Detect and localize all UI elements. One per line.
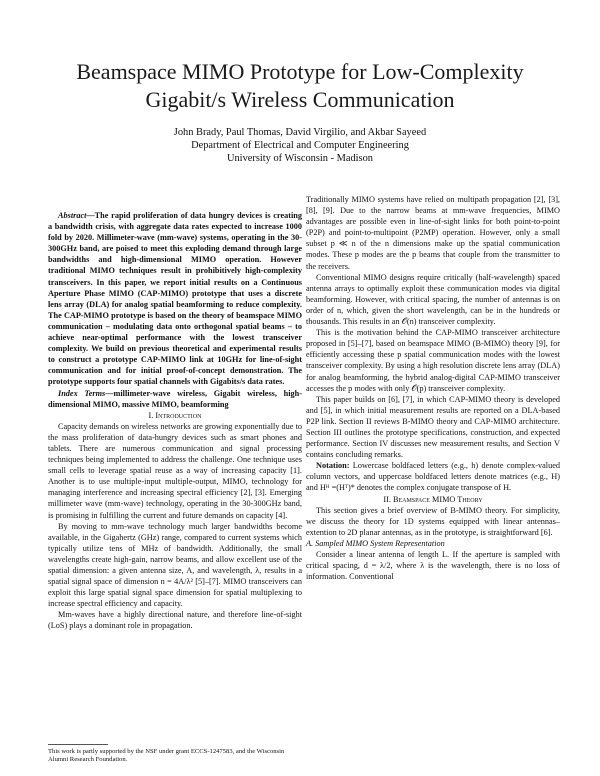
index-terms-text: —millimeter-wave wireless, Gigabit wireless, high-dimensional MIMO, massive MIMO, beamforming <box>48 388 303 409</box>
abstract-text: —The rapid proliferation of data hungry devices is creating a bandwidth crisis, with aggregate data rates expected to increase 1000 fold by 2020. Millimeter-wave (mm-wave) systems, operating in the 30-300GHz band, are poised to meet this exploding demand through large bandwidths and high-dimensional MIMO operation. However traditional MIMO techniques result in prohibitively high-complexity transceivers. In this paper, we report initial results on a Continuous Aperture Phase MIMO (CAP-MIMO) prototype that uses a discrete lens array (DLA) for analog spatial beamforming to reduce complexity. The CAP-MIMO prototype is based on the theory of beamspace MIMO communication – modulating data onto orthogonal spatial beams – to achieve near-optimal performance with the lowest transceiver complexity. We build on previous theoretical and experimental results to construct a prototype CAP-MIMO link at 10GHz for line-of-sight communication and for initial proof-of-concept demonstration. The prototype supports four spatial channels with Gigabits/s data rates. <box>48 211 302 387</box>
section-2-heading: II. Beamspace MIMO Theory <box>383 494 483 504</box>
subsection-a-paragraph: Consider a linear antenna of length L. If the aperture is sampled with critical spacing, d = λ/2, where λ is the wavelength, there is no loss of information. Conventional <box>306 550 560 582</box>
university: University of Wisconsin - Madison <box>226 153 373 164</box>
left-column <box>48 210 302 632</box>
right-column <box>306 194 560 582</box>
right-paragraph-1: Traditionally MIMO systems have relied on multipath propagation [2], [3], [8], [9]. Due to the narrow beams at mm-wave frequencies, MIMO advantages are possible even in line-of-sight links for both point-to-point (P2P) and point-to-multipoint (P2MP) operation. However, only a small subset p ≪ n of the n dimensions make up the spatial communication modes. These p modes are the p beams that couple from the transmitter to the receivers. <box>306 195 560 271</box>
subsection-a-heading: A. Sampled MIMO System Representation <box>306 538 445 548</box>
notation-text: Lowercase boldfaced letters (e.g., h) denote complex-valued column vectors, and uppercase boldfaced letters denote matrices (e.g., H) and Hᴴ =(Hᵀ)* denotes the complex conjugate transpose of H. <box>306 461 560 493</box>
notation-paragraph <box>306 460 560 493</box>
paper-title <box>0 58 600 114</box>
index-terms-label: Index Terms <box>58 388 106 398</box>
authors: John Brady, Paul Thomas, David Virgilio, and Akbar Sayeed <box>173 127 427 138</box>
footnote-rule <box>48 744 108 745</box>
section-1-heading: I. Introduction <box>148 410 202 420</box>
author-block <box>0 126 600 165</box>
abstract <box>48 210 302 410</box>
intro-paragraph-1: Capacity demands on wireless networks are growing exponentially due to the mass proliferation of data-hungry devices such as smart phones and tablets. There are numerous communication and signal processing techniques being implemented to address the challenge. One technique uses small cells to leverage spatial reuse as a way of increasing capacity [1]. Another is to use multiple-input multiple-output, MIMO, technology for managing interference and increasing spectral efficiency [2], [3]. Emerging millimeter wave (mm-wave) technology, operating in the 30-300GHz band, is promising in fulfilling the current and future demands on capacity [4]. <box>48 421 302 520</box>
right-paragraph-2: Conventional MIMO designs require critically (half-wavelength) spaced antenna arrays to optimally exploit these communication modes via digital beamforming. However, with critical spacing, the number of antennas is on order of n, which, given the short wavelength, can be in the hundreds or thousands. This results in an 𝒪(n) transceiver complexity. <box>306 272 560 327</box>
department: Department of Electrical and Computer Engineering <box>191 140 409 151</box>
intro-paragraph-3: Mm-waves have a highly directional nature, and therefore line-of-sight (LoS) plays a dominant role in propagation. <box>48 610 302 631</box>
title-line-2: Gigabit/s Wireless Communication <box>145 87 455 112</box>
right-paragraph-3: This is the motivation behind the CAP-MIMO transceiver architecture proposed in [5]–[7], based on beamspace MIMO (B-MIMO) theory [9], for efficiently accessing these p spatial communication modes with the lowest transceiver complexity. By using a high resolution discrete lens array (DLA) for analog beamforming, the hybrid analog-digital CAP-MIMO transceiver accesses the p modes with only 𝒪(p) transceiver complexity. <box>306 328 560 393</box>
title-line-1: Beamspace MIMO Prototype for Low-Complexity <box>76 59 524 84</box>
right-paragraph-4: This paper builds on [6], [7], in which CAP-MIMO theory is developed and [5], in which initial measurement results are reported on a DLA-based P2P link. Section II reviews B-MIMO theory and CAP-MIMO architecture. Section III outlines the prototype specifications, construction, and expected performance. Section IV discusses new measurement results, and Section V contains concluding remarks. <box>306 394 560 460</box>
abstract-label: Abstract <box>58 211 87 220</box>
notation-label: Notation: <box>316 461 350 471</box>
section-2-paragraph: This section gives a brief overview of B-MIMO theory. For simplicity, we discuss the theory for 1D systems equipped with linear antennas–extention to 2D planar antennas, as in the prototype, is straightforward [6]. <box>306 505 560 537</box>
intro-paragraph-2: By moving to mm-wave technology much larger bandwidths become available, in the Gigahertz (GHz) range, compared to current systems which typically utilize tens of MHz of bandwidth. Additionally, the small wavelengths create high-gain, narrow beams, and allow excellent use of the spatial dimension: a given antenna size, A, and wavelength, λ, results in a spatial signal space of dimension n = 4A/λ² [5]–[7]. MIMO transceivers can exploit this large spatial signal space dimension for spatial multiplexing to increase spectral efficiency and capacity. <box>48 521 302 609</box>
footnote: This work is partly supported by the NSF under grant ECCS-1247583, and the Wisconsin Alumni Research Foundation. <box>48 748 285 763</box>
